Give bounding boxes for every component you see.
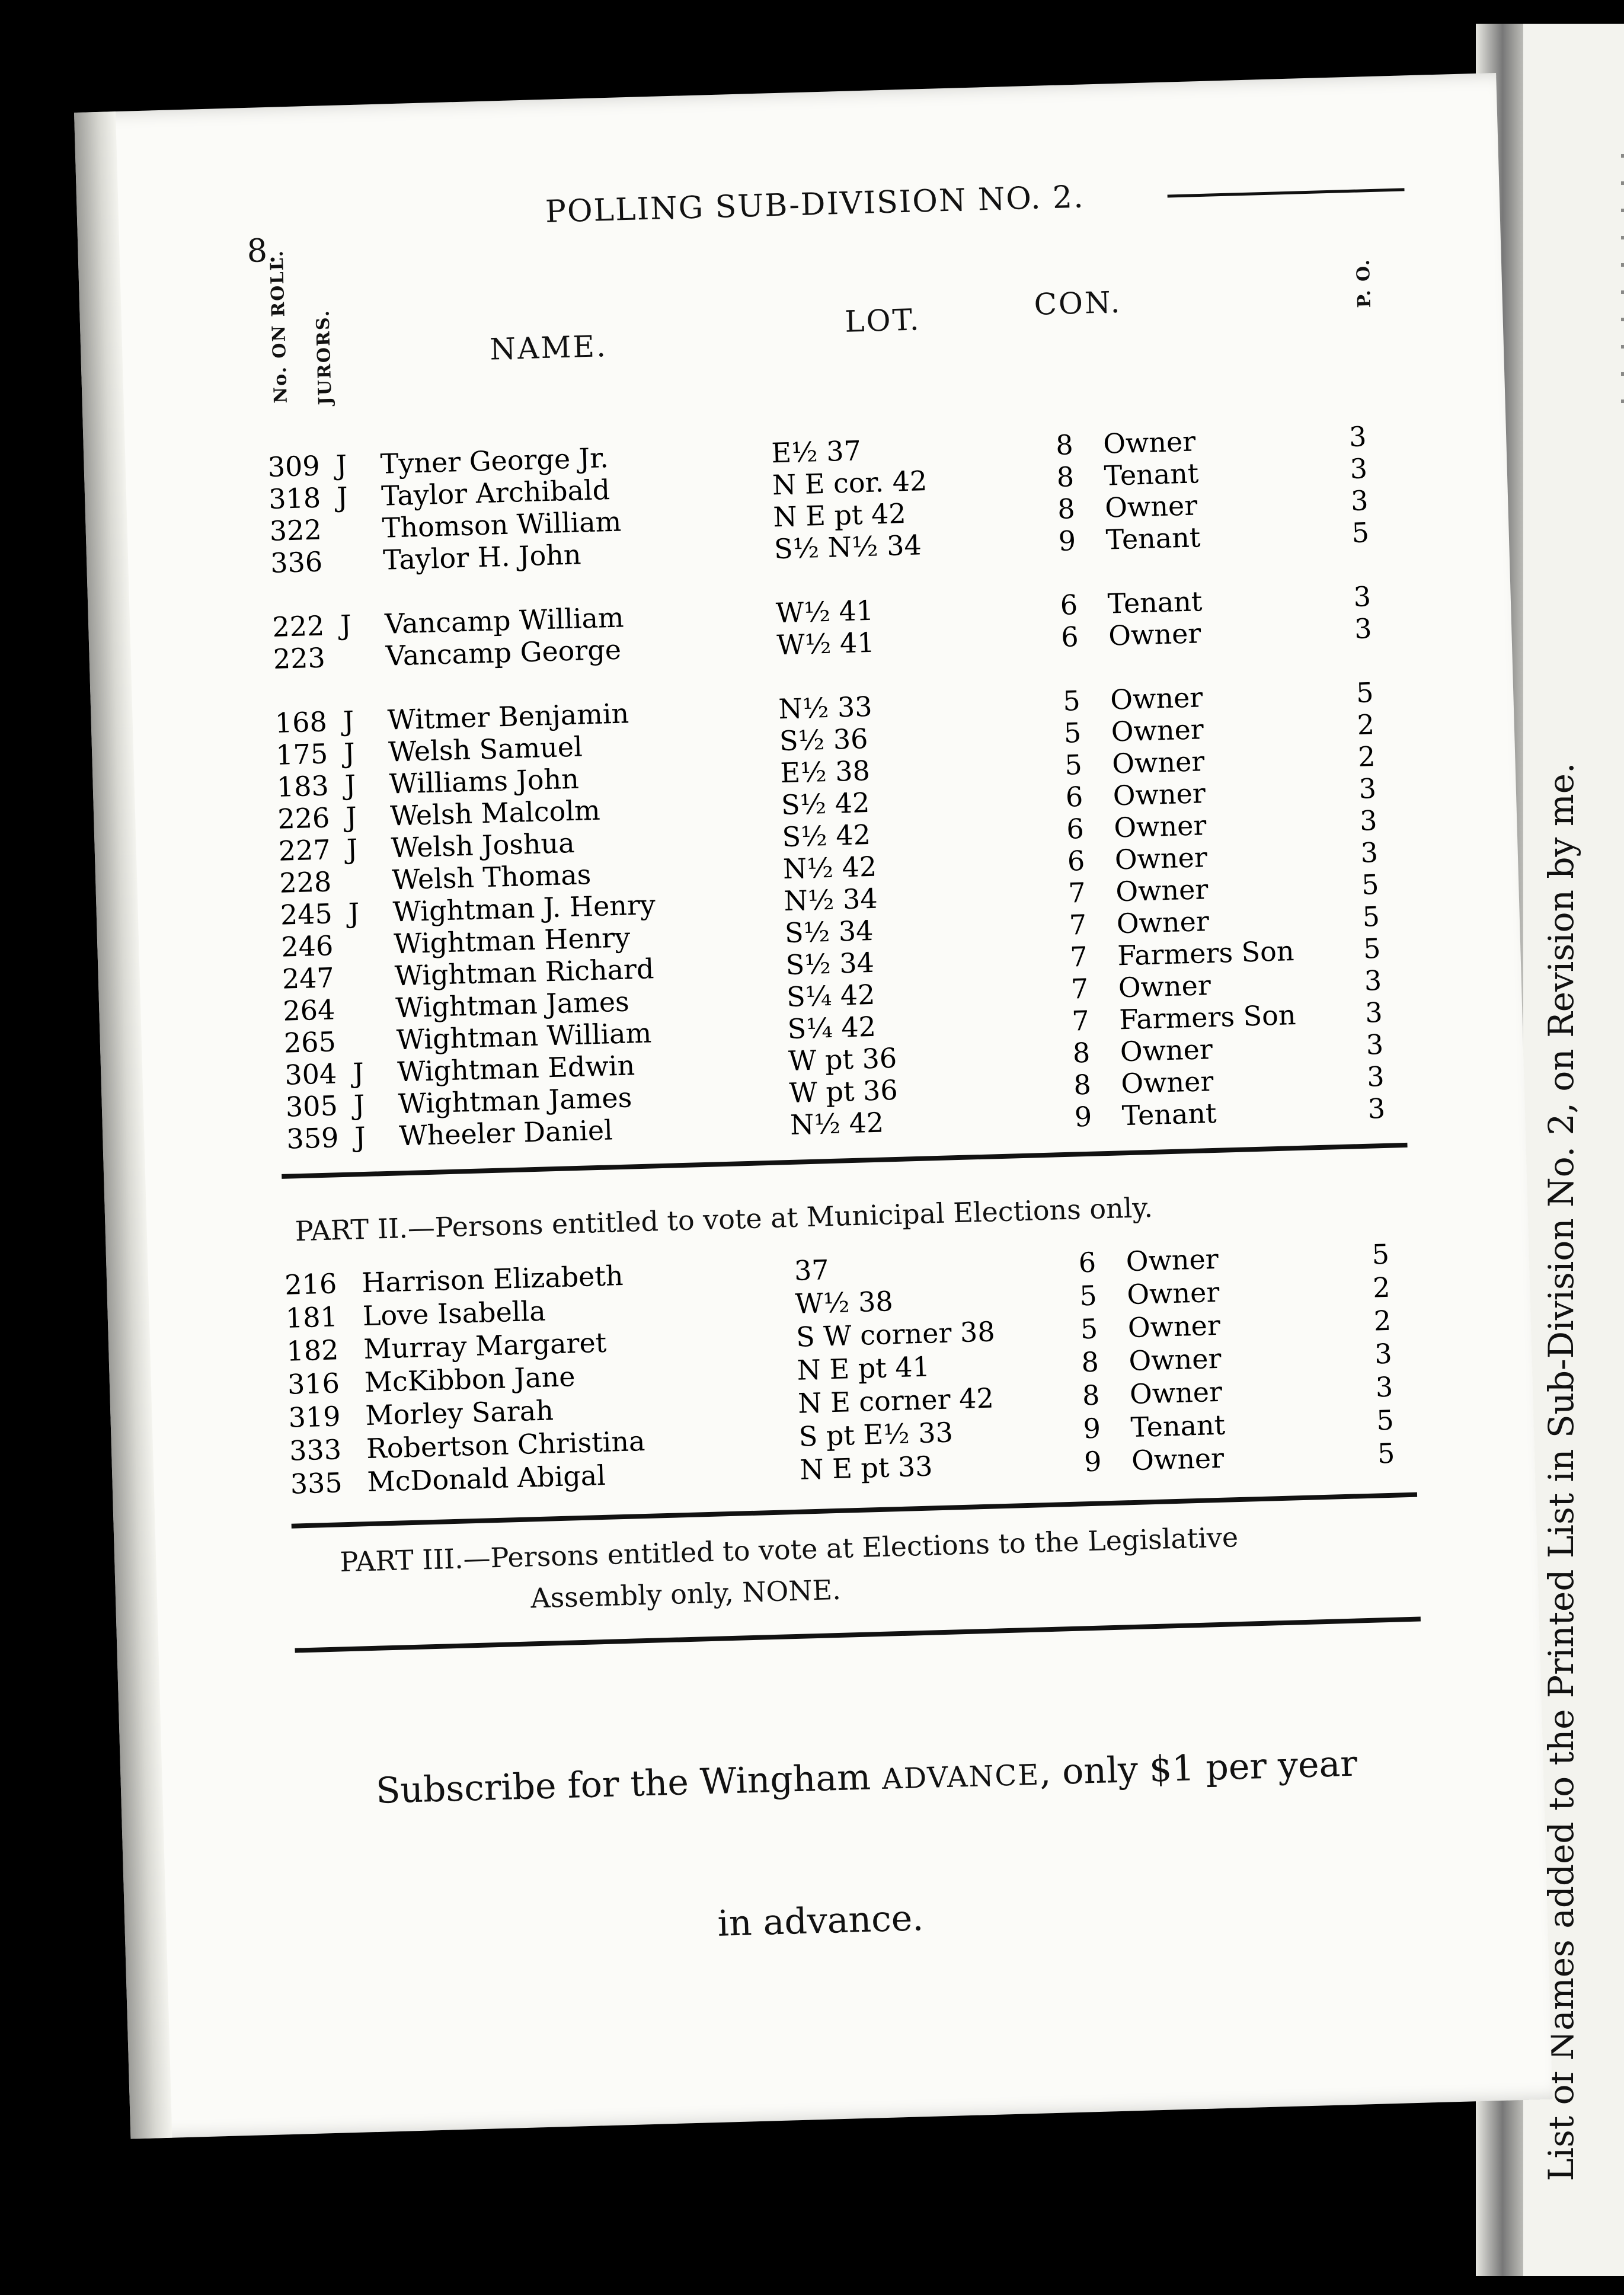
page-number: 8. <box>246 231 279 270</box>
advert-line2: in advance. <box>717 1897 925 1945</box>
part1-lot-cell: W pt 36 <box>788 1073 899 1109</box>
part1-lot-cell: N½ 42 <box>782 850 877 886</box>
part1-roll-cell: 183 <box>276 769 330 803</box>
part1-roll-cell: 175 <box>275 737 328 771</box>
part2-po-cell: 2 <box>1373 1304 1392 1337</box>
part2-name-cell: Robertson Christina <box>366 1424 646 1465</box>
part1-status-cell: Owner <box>1110 681 1203 716</box>
part1-roll-cell: 264 <box>282 993 335 1027</box>
part2-status-cell: Tenant <box>1130 1408 1226 1444</box>
header-rule <box>1168 188 1405 197</box>
part1-name-cell: Wightman William <box>396 1017 652 1056</box>
part1-po-cell: 3 <box>1359 804 1378 837</box>
column-jurors: JURORS. <box>312 309 336 405</box>
part2-lot-cell: N E corner 42 <box>797 1382 995 1420</box>
part1-status-cell: Owner <box>1102 425 1196 460</box>
part1-lot-cell: N½ 33 <box>778 690 873 725</box>
advert-newspaper-name: ADVANCE <box>881 1758 1040 1797</box>
part1-status-cell: Owner <box>1116 905 1210 940</box>
advert-text-b: , only $1 per year <box>1039 1743 1358 1794</box>
part2-con-cell: 8 <box>1080 1345 1099 1379</box>
part1-lot-cell: S¼ 42 <box>786 978 876 1014</box>
part1-status-cell: Owner <box>1120 1065 1214 1100</box>
part2-lot-cell: N E pt 41 <box>796 1350 931 1386</box>
part1-name-cell: Welsh Samuel <box>388 730 583 768</box>
part1-po-cell: 5 <box>1363 932 1382 965</box>
part1-juror-cell: J <box>345 801 357 833</box>
part1-con-cell: 5 <box>1064 748 1083 781</box>
part1-po-cell: 2 <box>1357 740 1376 773</box>
decorative-dots <box>1621 154 1624 403</box>
advert-line1 <box>375 1743 1358 1812</box>
column-con: CON. <box>1033 285 1123 322</box>
part1-roll-cell: 246 <box>280 929 334 963</box>
part1-juror-cell: J <box>340 609 352 641</box>
part2-roll-cell: 216 <box>284 1267 337 1301</box>
part1-name-cell: Wightman James <box>395 985 630 1024</box>
part1-name-cell: Wightman James <box>398 1081 632 1120</box>
part2-lot-cell: W½ 38 <box>794 1285 894 1320</box>
part1-roll-cell: 226 <box>277 801 330 835</box>
part1-roll-cell: 305 <box>285 1089 338 1123</box>
part1-juror-cell: J <box>343 737 356 769</box>
part1-roll-cell: 245 <box>280 897 333 931</box>
part2-status-cell: Owner <box>1129 1375 1223 1411</box>
page-edge <box>74 111 172 2139</box>
part1-status-cell: Tenant <box>1104 457 1199 492</box>
part2-con-cell: 9 <box>1082 1412 1101 1445</box>
part1-status-cell: Owner <box>1115 873 1209 908</box>
column-po: P. O. <box>1353 258 1376 308</box>
part2-po-cell: 5 <box>1376 1404 1395 1437</box>
part1-name-cell: Williams John <box>389 762 580 800</box>
part1-po-cell: 3 <box>1360 836 1379 869</box>
part1-status-cell: Owner <box>1104 489 1198 524</box>
part1-po-cell: 3 <box>1358 772 1377 805</box>
part1-name-cell: Welsh Malcolm <box>389 794 601 832</box>
part1-lot-cell: N E cor. 42 <box>772 465 928 501</box>
part1-po-cell: 5 <box>1351 516 1370 549</box>
part1-con-cell: 6 <box>1065 780 1083 813</box>
part1-name-cell: Taylor H. John <box>382 538 582 576</box>
part1-status-cell: Owner <box>1111 713 1204 748</box>
part1-status-cell: Owner <box>1111 745 1205 780</box>
part3-line1: PART III.—Persons entitled to vote at Elections to the Legislative <box>339 1521 1239 1578</box>
part1-po-cell: 3 <box>1348 420 1367 453</box>
part1-con-cell: 8 <box>1055 429 1074 461</box>
part1-lot-cell: W pt 36 <box>788 1041 897 1077</box>
part1-lot-cell: S½ 42 <box>781 786 871 822</box>
part1-po-cell: 3 <box>1364 996 1383 1029</box>
part2-status-cell: Owner <box>1126 1276 1220 1311</box>
part1-lot-cell: S½ 34 <box>785 946 875 982</box>
part3-end-rule <box>295 1617 1420 1653</box>
part1-lot-cell: E½ 37 <box>771 434 862 469</box>
part2-roll-cell: 333 <box>289 1433 342 1467</box>
part1-status-cell: Farmers Son <box>1117 935 1295 972</box>
part2-con-cell: 6 <box>1078 1246 1096 1279</box>
column-lot: LOT. <box>844 302 922 339</box>
part2-roll-cell: 181 <box>285 1300 338 1334</box>
part1-roll-cell: 336 <box>270 545 323 580</box>
part1-juror-cell: J <box>335 449 347 481</box>
part1-juror-cell: J <box>344 769 357 801</box>
part1-con-cell: 8 <box>1072 1036 1091 1069</box>
part2-heading: PART II.—Persons entitled to vote at Municipal Elections only. <box>295 1191 1153 1248</box>
part2-po-cell: 3 <box>1375 1370 1393 1404</box>
part1-con-cell: 6 <box>1067 844 1085 877</box>
part1-con-cell: 6 <box>1066 812 1085 845</box>
part1-roll-cell: 318 <box>268 481 321 516</box>
part2-lot-cell: S pt E½ 33 <box>798 1416 954 1453</box>
part1-roll-cell: 168 <box>274 705 328 739</box>
part1-juror-cell: J <box>346 833 359 865</box>
part2-roll-cell: 335 <box>289 1466 343 1500</box>
part1-status-cell: Farmers Son <box>1118 999 1297 1036</box>
part1-con-cell: 9 <box>1058 525 1076 557</box>
part2-con-cell: 5 <box>1080 1312 1098 1345</box>
part1-con-cell: 6 <box>1060 589 1078 621</box>
part2-lot-cell: N E pt 33 <box>799 1450 934 1486</box>
part1-roll-cell: 223 <box>273 641 326 675</box>
part1-juror-cell: J <box>336 481 349 513</box>
facing-page-vertical-text: List of Names added to the Printed List in Sub-Division No. 2, on Revision by me. <box>1541 762 1581 2181</box>
part2-status-cell: Owner <box>1131 1441 1225 1477</box>
part1-con-cell: 6 <box>1060 621 1079 653</box>
page-title: POLLING SUB-DIVISION NO. 2. <box>545 179 1085 230</box>
part2-end-rule <box>292 1492 1417 1529</box>
part1-roll-cell: 247 <box>282 961 335 995</box>
part1-juror-cell: J <box>348 897 360 929</box>
part1-name-cell: Wightman Henry <box>393 921 631 960</box>
part1-con-cell: 8 <box>1057 493 1076 525</box>
part1-po-cell: 3 <box>1366 1028 1384 1061</box>
part1-po-cell: 2 <box>1356 708 1375 741</box>
part1-name-cell: Tyner George Jr. <box>379 442 609 480</box>
part1-con-cell: 9 <box>1074 1100 1092 1133</box>
part1-con-cell: 7 <box>1070 972 1089 1005</box>
part2-name-cell: Murray Margaret <box>363 1326 607 1366</box>
part2-po-cell: 3 <box>1374 1337 1393 1370</box>
part2-roll-cell: 316 <box>287 1367 340 1401</box>
part2-name-cell: McDonald Abigal <box>366 1459 606 1498</box>
part3-line2: Assembly only, NONE. <box>530 1573 842 1615</box>
part2-name-cell: McKibbon Jane <box>364 1360 576 1399</box>
part1-lot-cell: W½ 41 <box>775 594 874 629</box>
part1-con-cell: 7 <box>1071 1004 1090 1037</box>
part1-status-cell: Owner <box>1113 809 1207 844</box>
part1-lot-cell: N½ 34 <box>783 882 878 918</box>
part1-name-cell: Wightman Richard <box>394 952 655 992</box>
part1-roll-cell: 227 <box>278 833 331 867</box>
part1-roll-cell: 265 <box>283 1025 337 1059</box>
part1-con-cell: 8 <box>1073 1068 1092 1101</box>
part1-lot-cell: S½ 36 <box>779 723 869 757</box>
part1-roll-cell: 228 <box>279 865 332 899</box>
part1-con-cell: 7 <box>1067 876 1086 909</box>
part1-status-cell: Owner <box>1114 841 1208 876</box>
part1-status-cell: Tenant <box>1121 1097 1217 1132</box>
part2-roll-cell: 182 <box>286 1334 340 1367</box>
part1-lot-cell: S½ 34 <box>784 914 874 950</box>
part2-po-cell: 5 <box>1377 1437 1396 1470</box>
advert-text-a: Subscribe for the Wingham <box>375 1756 883 1812</box>
part1-roll-cell: 359 <box>286 1121 340 1155</box>
part1-name-cell: Vancamp William <box>384 601 625 640</box>
part1-po-cell: 3 <box>1353 580 1372 613</box>
part1-lot-cell: S¼ 42 <box>787 1010 877 1045</box>
part1-name-cell: Wheeler Daniel <box>398 1114 613 1152</box>
part2-name-cell: Love Isabella <box>362 1294 546 1332</box>
part1-po-cell: 3 <box>1363 964 1382 997</box>
part1-status-cell: Owner <box>1120 1033 1213 1068</box>
part2-name-cell: Morley Sarah <box>365 1394 554 1432</box>
part2-con-cell: 8 <box>1082 1379 1101 1412</box>
part2-con-cell: 9 <box>1083 1445 1102 1478</box>
column-no-on-roll: No. ON ROLL. <box>266 249 292 404</box>
part1-lot-cell: W½ 41 <box>776 626 875 661</box>
part2-status-cell: Owner <box>1126 1242 1219 1278</box>
part2-lot-cell: 37 <box>794 1254 830 1287</box>
part1-con-cell: 7 <box>1069 940 1088 973</box>
part2-status-cell: Owner <box>1127 1309 1221 1344</box>
part1-status-cell: Owner <box>1112 777 1206 812</box>
part1-po-cell: 5 <box>1361 868 1380 901</box>
part2-lot-cell: S W corner 38 <box>795 1315 996 1353</box>
column-name: NAME. <box>489 329 608 367</box>
part1-lot-cell: E½ 38 <box>779 754 871 789</box>
part1-roll-cell: 304 <box>284 1057 338 1091</box>
part1-po-cell: 3 <box>1349 452 1368 485</box>
part1-status-cell: Owner <box>1108 617 1201 652</box>
part1-po-cell: 3 <box>1354 612 1373 645</box>
part1-status-cell: Tenant <box>1105 521 1201 556</box>
part1-con-cell: 7 <box>1069 908 1087 941</box>
part1-juror-cell: J <box>354 1120 366 1153</box>
part1-name-cell: Thomson William <box>382 505 622 544</box>
part1-name-cell: Welsh Thomas <box>391 858 592 896</box>
part1-po-cell: 5 <box>1361 900 1380 933</box>
part1-po-cell: 3 <box>1366 1060 1385 1093</box>
part1-lot-cell: N E pt 42 <box>772 497 907 533</box>
part1-name-cell: Wightman Edwin <box>397 1049 635 1088</box>
part1-name-cell: Vancamp George <box>385 633 622 672</box>
part1-con-cell: 8 <box>1056 461 1075 493</box>
part2-po-cell: 5 <box>1371 1238 1390 1271</box>
part2-roll-cell: 319 <box>287 1400 341 1434</box>
part2-con-cell: 5 <box>1079 1279 1098 1312</box>
part1-juror-cell: J <box>343 705 355 737</box>
part1-juror-cell: J <box>352 1056 365 1089</box>
part1-lot-cell: S½ N½ 34 <box>773 529 922 565</box>
part1-po-cell: 3 <box>1350 484 1369 517</box>
part1-status-cell: Owner <box>1118 969 1211 1004</box>
part1-con-cell: 5 <box>1063 716 1082 749</box>
part1-con-cell: 5 <box>1062 684 1081 717</box>
part1-roll-cell: 322 <box>269 513 322 548</box>
part1-name-cell: Taylor Archibald <box>381 474 610 512</box>
part1-juror-cell: J <box>353 1088 366 1121</box>
part2-po-cell: 2 <box>1372 1271 1391 1304</box>
part1-status-cell: Tenant <box>1107 585 1203 620</box>
part2-name-cell: Harrison Elizabeth <box>361 1259 624 1299</box>
part1-roll-cell: 309 <box>267 449 321 484</box>
part2-status-cell: Owner <box>1128 1342 1222 1377</box>
part1-name-cell: Witmer Benjamin <box>387 697 629 736</box>
part1-roll-cell: 222 <box>271 609 325 643</box>
document-page <box>74 73 1553 2139</box>
part1-po-cell: 5 <box>1356 676 1374 709</box>
part1-lot-cell: S½ 42 <box>781 818 871 854</box>
part1-lot-cell: N½ 42 <box>789 1106 884 1141</box>
part1-name-cell: Welsh Joshua <box>391 826 576 864</box>
part1-po-cell: 3 <box>1367 1092 1386 1125</box>
part1-name-cell: Wightman J. Henry <box>392 888 656 928</box>
